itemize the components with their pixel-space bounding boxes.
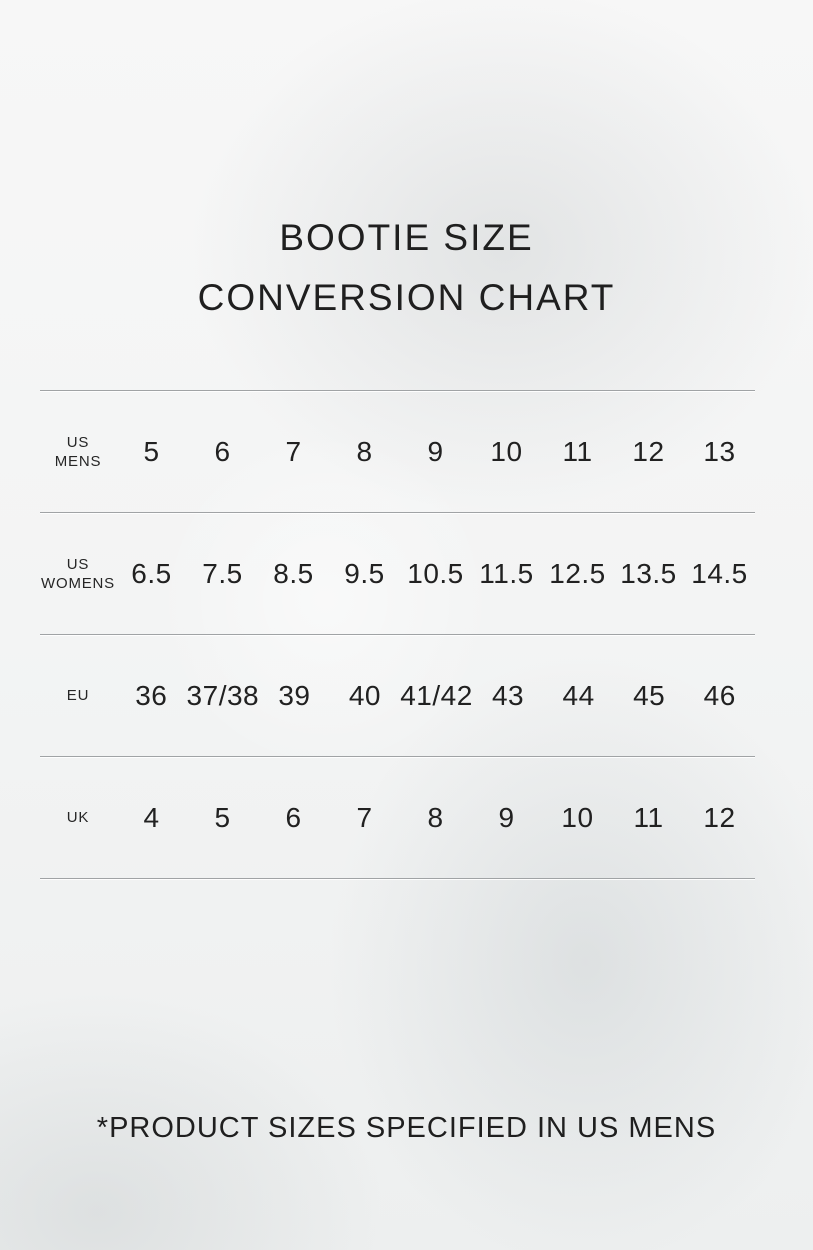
row-header-line: US bbox=[66, 433, 90, 451]
size-value: 4 bbox=[143, 801, 160, 833]
size-value: 11 bbox=[562, 435, 593, 467]
row-header-line: WOMENS bbox=[41, 574, 115, 592]
title-line-1: BOOTIE SIZE bbox=[279, 217, 534, 258]
row-header-line: US bbox=[66, 555, 90, 573]
size-value: 10 bbox=[561, 801, 594, 833]
row-header-line: EU bbox=[66, 687, 90, 704]
size-value: 13 bbox=[703, 435, 736, 467]
size-value: 40 bbox=[348, 679, 382, 711]
size-value: 43 bbox=[491, 679, 525, 711]
row-header-us-mens bbox=[40, 433, 116, 471]
size-value: 12 bbox=[703, 801, 736, 833]
row-header-line: MENS bbox=[54, 452, 102, 470]
size-value: 41/42 bbox=[400, 679, 473, 711]
table-row-uk bbox=[40, 756, 755, 878]
size-value: 7 bbox=[285, 435, 302, 467]
size-value: 12 bbox=[632, 435, 665, 467]
size-value: 8.5 bbox=[273, 557, 314, 589]
size-value: 39 bbox=[278, 679, 311, 711]
size-value: 12.5 bbox=[549, 557, 606, 589]
table-row-us-mens bbox=[40, 390, 755, 512]
size-value: 9 bbox=[427, 435, 444, 467]
size-value: 45 bbox=[633, 679, 666, 711]
size-value: 10.5 bbox=[407, 557, 464, 589]
size-conversion-table bbox=[40, 390, 755, 879]
size-value: 8 bbox=[356, 435, 373, 467]
table-row-us-womens bbox=[40, 512, 755, 634]
size-value: 46 bbox=[703, 679, 736, 711]
page-title bbox=[0, 208, 813, 328]
size-value: 36 bbox=[135, 679, 168, 711]
size-value: 6.5 bbox=[131, 557, 172, 589]
row-header-us-womens bbox=[40, 555, 116, 593]
size-value: 37/38 bbox=[186, 679, 260, 711]
size-value: 11 bbox=[633, 801, 664, 833]
row-header-line: UK bbox=[66, 809, 90, 826]
size-value: 13.5 bbox=[620, 557, 677, 589]
size-value: 7 bbox=[356, 801, 373, 833]
size-value: 7.5 bbox=[202, 557, 243, 589]
size-value: 9 bbox=[498, 801, 515, 833]
size-value: 8 bbox=[427, 801, 444, 833]
size-value: 11.5 bbox=[479, 557, 534, 589]
size-value: 6 bbox=[214, 435, 231, 467]
size-value: 10 bbox=[490, 435, 523, 467]
size-value: 5 bbox=[143, 435, 160, 467]
table-row-eu bbox=[40, 634, 755, 756]
size-value: 5 bbox=[214, 801, 231, 833]
row-header-uk bbox=[40, 808, 116, 827]
row-header-eu bbox=[40, 686, 116, 705]
size-value: 6 bbox=[285, 801, 302, 833]
footnote: *PRODUCT SIZES SPECIFIED IN US MENS bbox=[96, 1112, 717, 1144]
size-value: 44 bbox=[562, 679, 595, 711]
title-line-2: CONVERSION CHART bbox=[197, 277, 616, 318]
size-value: 9.5 bbox=[344, 557, 385, 589]
size-value: 14.5 bbox=[691, 557, 748, 589]
